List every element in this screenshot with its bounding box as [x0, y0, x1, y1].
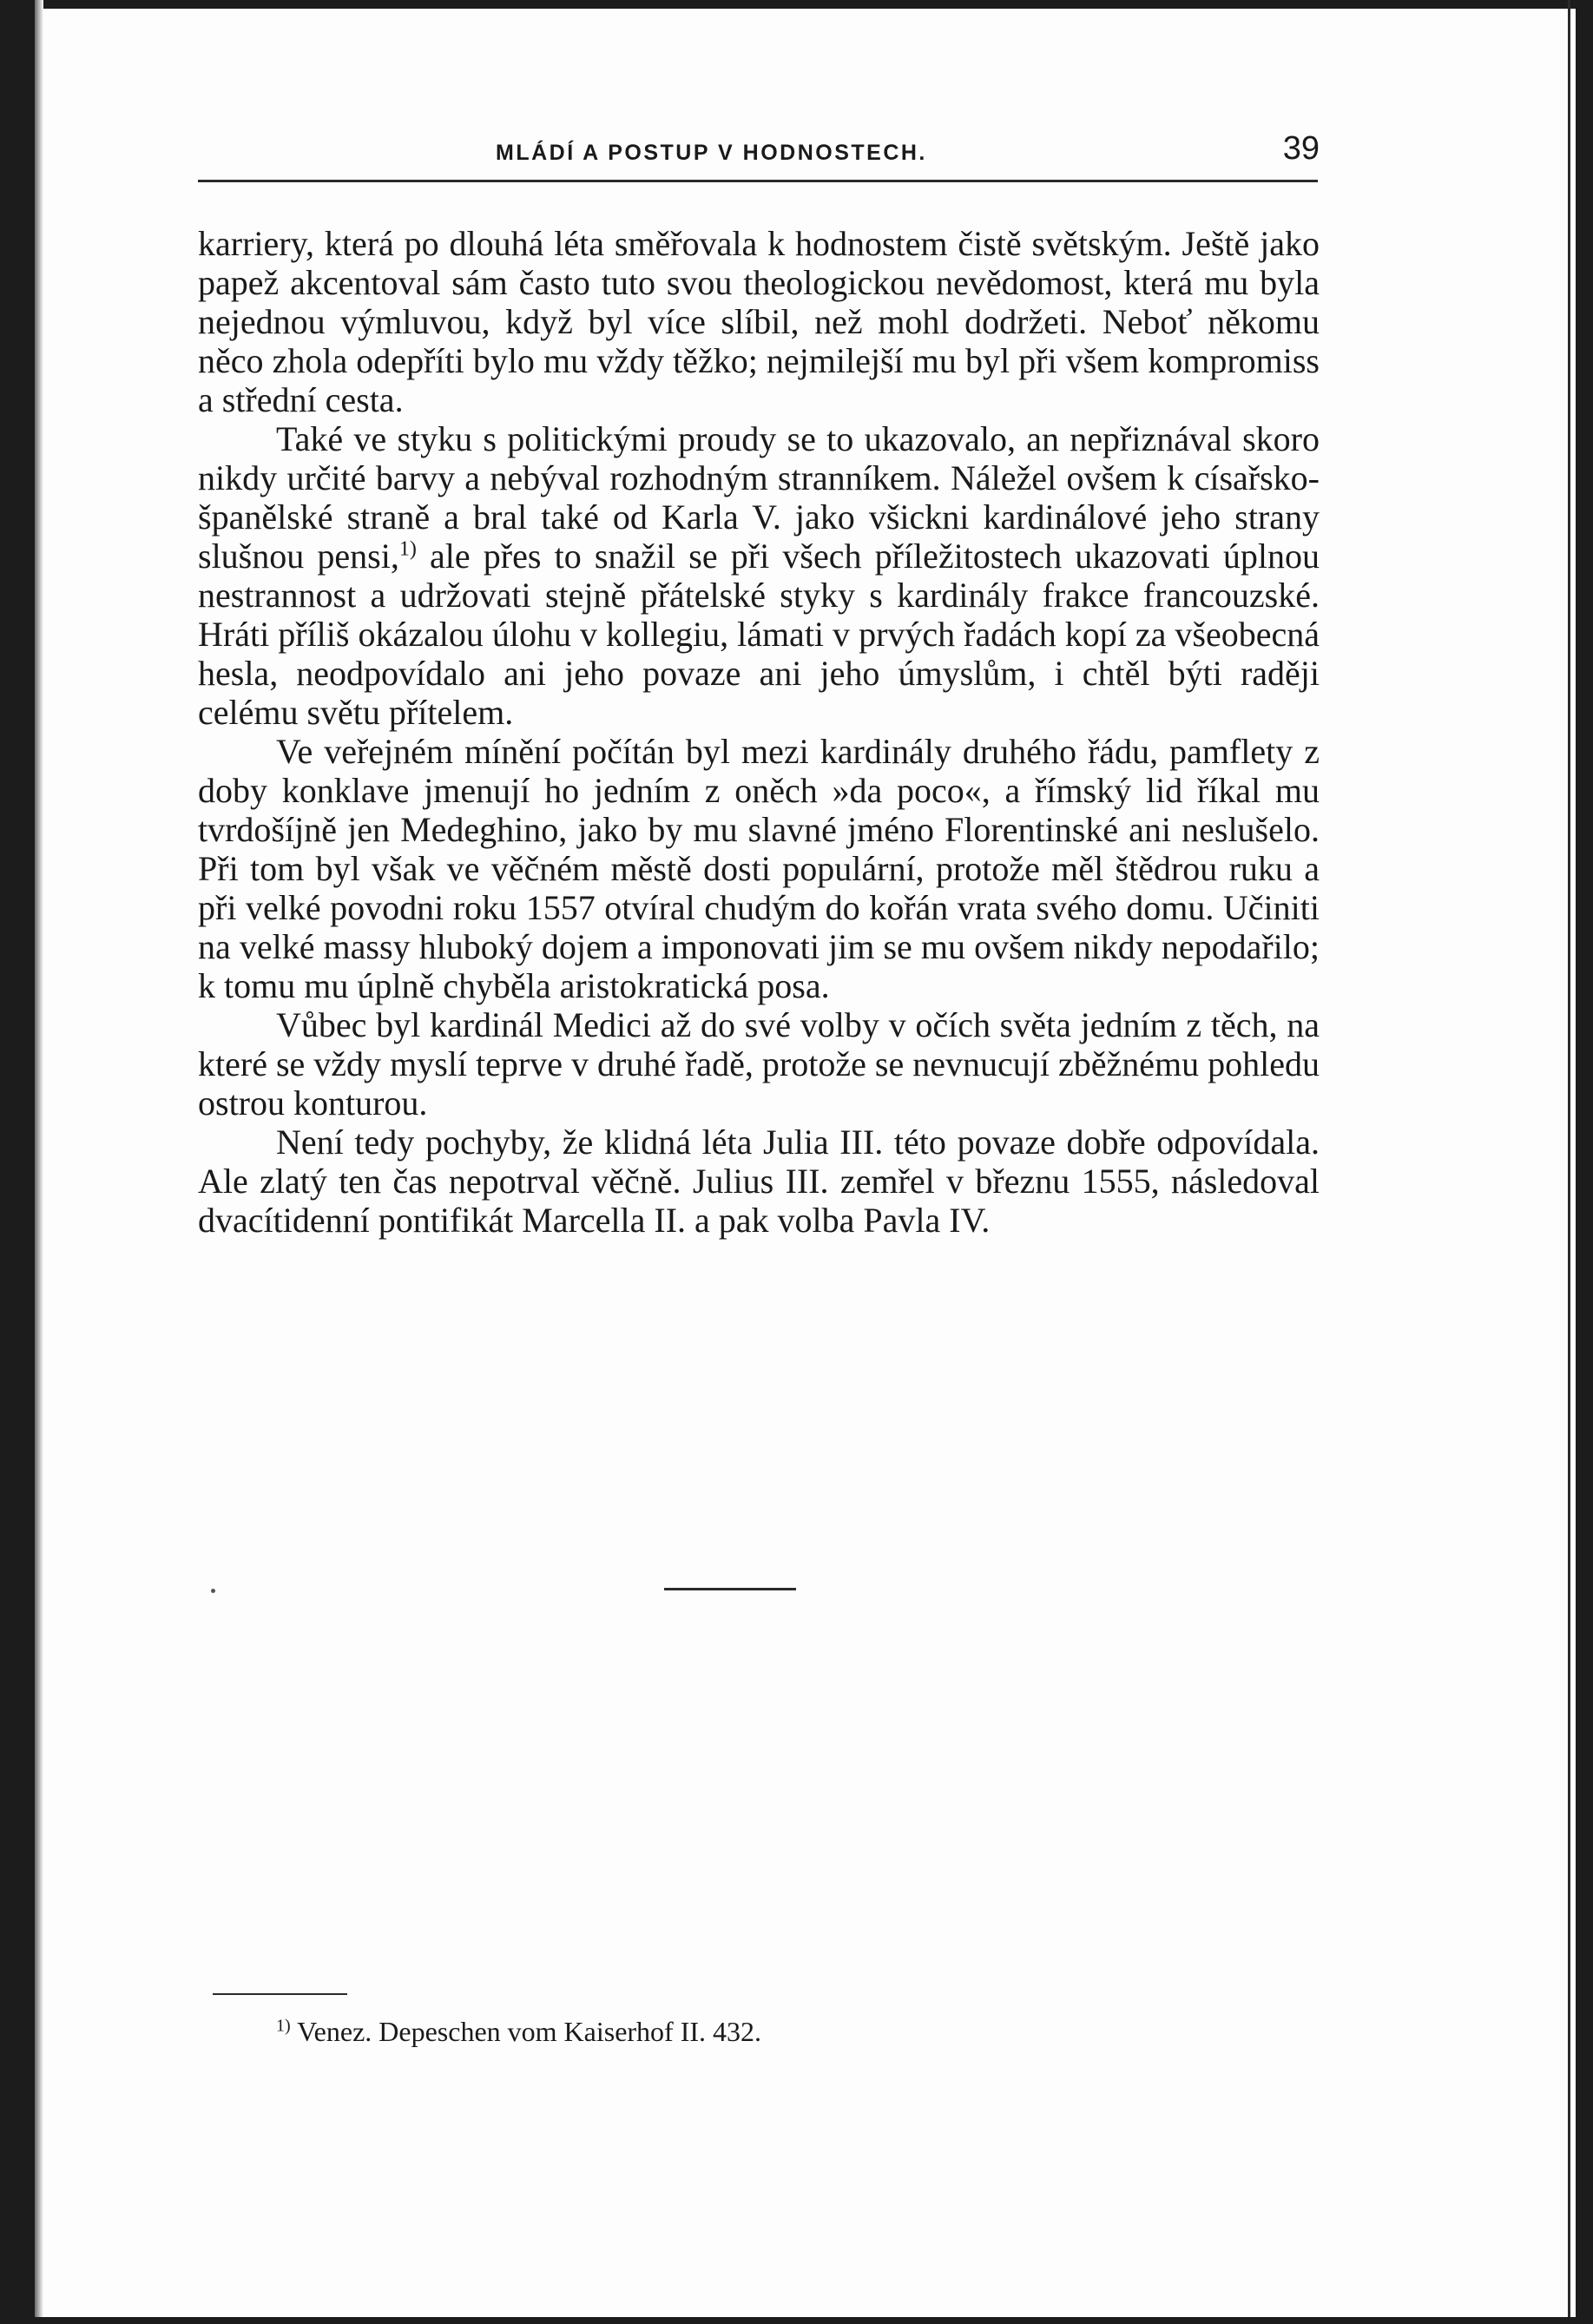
- scan-border-bottom: [0, 2317, 1593, 2324]
- scan-border-right-line: [1568, 0, 1570, 2324]
- scan-speck: [211, 1589, 215, 1593]
- paragraph-1: karriery, která po dlouhá léta směřovala k hodnostem čistě světským. Ještě jako papež akcentoval sám často tuto svou theologickou nevědomost, která mu byla nejednou výmluvou, když byl více slíbil, než mohl dodržeti. Neboť někomu něco zhola odepříti bylo mu vždy těžko; nejmilejší mu byl při všem kompromiss a střední cesta.: [198, 224, 1320, 419]
- paragraph-3: Ve veřejném mínění počítán byl mezi kardinály druhého řádu, pamflety z doby konklave jmenují ho jedním z oněch »da poco«, a římský lid říkal mu tvrdošíjně jen Medeghino, jako by mu slavné jméno Florentinské ani neslušelo. Při tom byl však ve věčném městě dosti populární, protože měl štědrou ruku a při velké povodni roku 1557 otvíral chudým do kořán vrata svého domu. Učiniti na velké massy hluboký dojem a imponovati jim se mu ovšem nikdy nepodařilo; k tomu mu úplně chyběla aristokratická posa.: [198, 732, 1320, 1005]
- footnote-rule: [213, 1993, 347, 1995]
- footnote-reference: 1): [398, 537, 417, 561]
- page-gutter-shadow: [35, 0, 43, 2324]
- footnote-mark: 1): [276, 2016, 291, 2036]
- paragraph-2: [198, 419, 1320, 732]
- footnote: [276, 2014, 761, 2049]
- paragraph-5: Není tedy pochyby, že klidná léta Julia III. této povaze dobře odpovídala. Ale zlatý ten čas nepotrval věčně. Julius III. zemřel v březnu 1555, následoval dvacítidenní pontifikát Marcella II. a pak volba Pavla IV.: [198, 1122, 1320, 1240]
- scan-border-left: [0, 0, 35, 2324]
- paragraph-2-tail: Hráti příliš okázalou úlohu v kollegiu, lámati v prvých řadách kopí za všeobecná hesla, neodpovídalo ani jeho povaze ani jeho úmyslům, i chtěl býti raději celému světu přítelem.: [198, 615, 1320, 732]
- paragraph-4: Vůbec byl kardinál Medici až do své volby v očích světa jedním z těch, na které se vždy myslí teprve v druhé řadě, protože se nevnucují zběžnému pohledu ostrou konturou.: [198, 1005, 1320, 1122]
- section-end-rule: [664, 1588, 796, 1590]
- paragraph-2-text: Také ve styku s politickými proudy se to ukazovalo, an nepřiznával skoro nikdy určité barvy a nebýval rozhodným stranníkem. Náležel ovšem k císařsko-španělské straně a bral také od Karla V. jako všickni kardinálové jeho strany slušnou pensi,: [198, 419, 1320, 576]
- scan-border-right: [1576, 0, 1593, 2324]
- page-number: 39: [1282, 130, 1320, 167]
- running-head: MLÁDÍ A POSTUP V HODNOSTECH.: [496, 141, 927, 165]
- scan-border-top: [0, 0, 1593, 9]
- page-header: [198, 130, 1320, 181]
- header-rule: [198, 180, 1318, 182]
- footnote-text: Venez. Depeschen vom Kaiserhof II. 432.: [290, 2016, 762, 2047]
- paragraph-2-continuation: ale přes to snažil se při všech příležitostech ukazovati úplnou nestrannost a udržovati stejně přátelské styky s kardinály frakce francouzské.: [198, 537, 1320, 615]
- body-text: [198, 224, 1320, 1240]
